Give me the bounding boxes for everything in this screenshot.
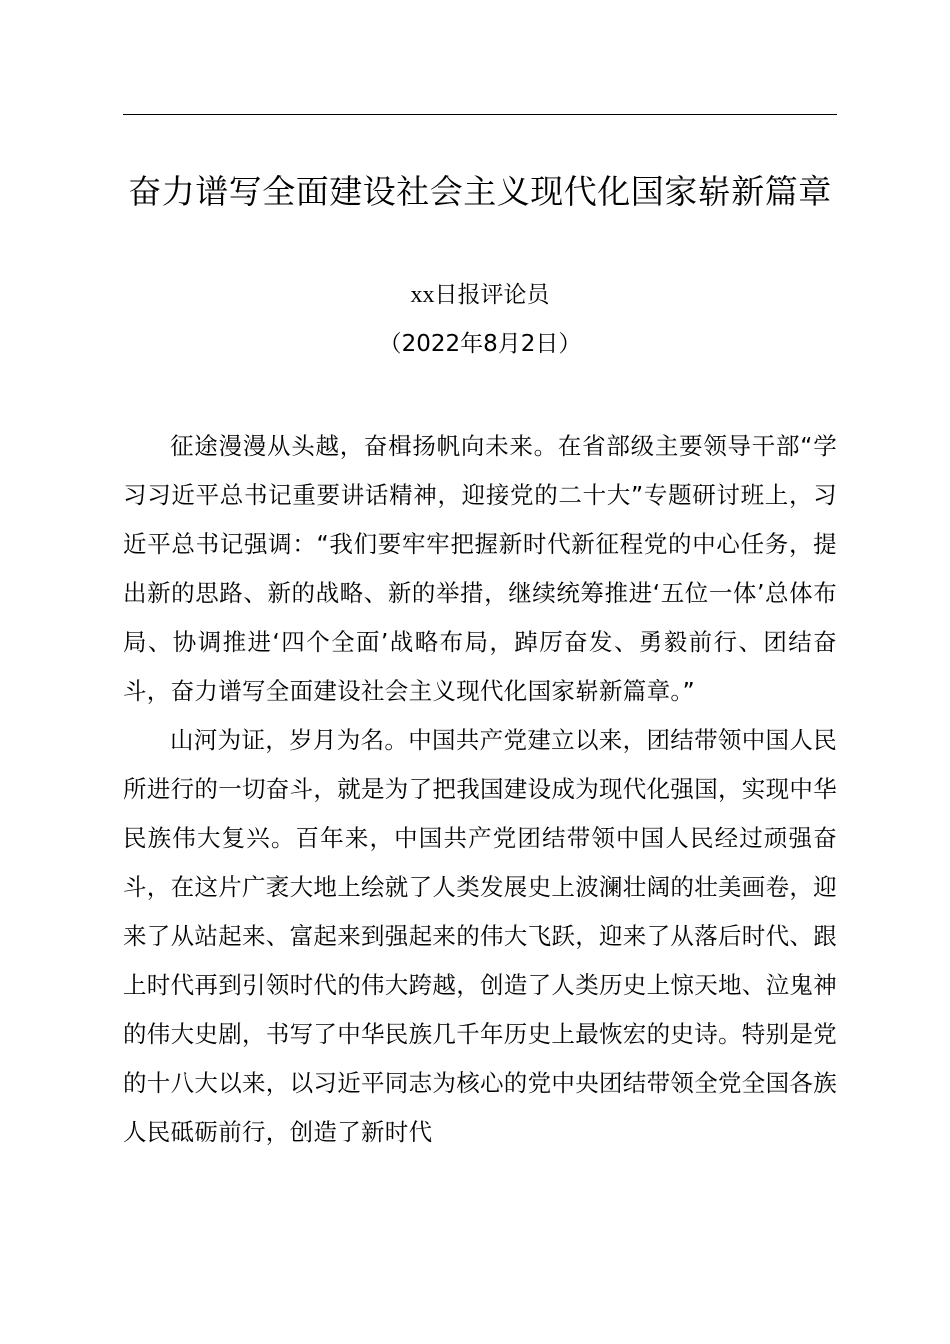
paragraph-2: 山河为证，岁月为名。中国共产党建立以来，团结带领中国人民所进行的一切奋斗，就是为了把我国建设成为现代化强国，实现中华民族伟大复兴。百年来，中国共产党团结带领中国人民经过顽强奋斗，在这片广袤大地上绘就了人类发展史上波澜壮阔的壮美画卷，迎来了从站起来、富起来到强起来的伟大飞跃，迎来了从落后时代、跟上时代再到引领时代的伟大跨越，创造了人类历史上惊天地、泣鬼神的伟大史剧，书写了中华民族几千年历史上最恢宏的史诗。特别是党的十八大以来，以习近平同志为核心的党中央团结带领全党全国各族人民砥砺前行，创造了新时代: [123, 726, 837, 1146]
byline-prefix: xx: [410, 282, 435, 308]
article-date: （2022年8月2日）: [378, 331, 582, 357]
article-body: [123, 422, 837, 1157]
article-byline: [123, 278, 837, 312]
article-title: 奋力谱写全面建设社会主义现代化国家崭新篇章: [128, 172, 832, 211]
header-divider: [123, 114, 837, 115]
byline-suffix: 日报评论员: [434, 282, 550, 308]
paragraph-1: 征途漫漫从头越，奋楫扬帆向未来。在省部级主要领导干部“学习习近平总书记重要讲话精神，迎接党的二十大”专题研讨班上，习近平总书记强调：“我们要牢牢把握新时代新征程党的中心任务，提出新的思路、新的战略、新的举措，继续统筹推进‘五位一体’总体布局、协调推进‘四个全面’战略布局，踔厉奋发、勇毅前行、团结奋斗，奋力谱写全面建设社会主义现代化国家崭新篇章。”: [123, 432, 837, 705]
